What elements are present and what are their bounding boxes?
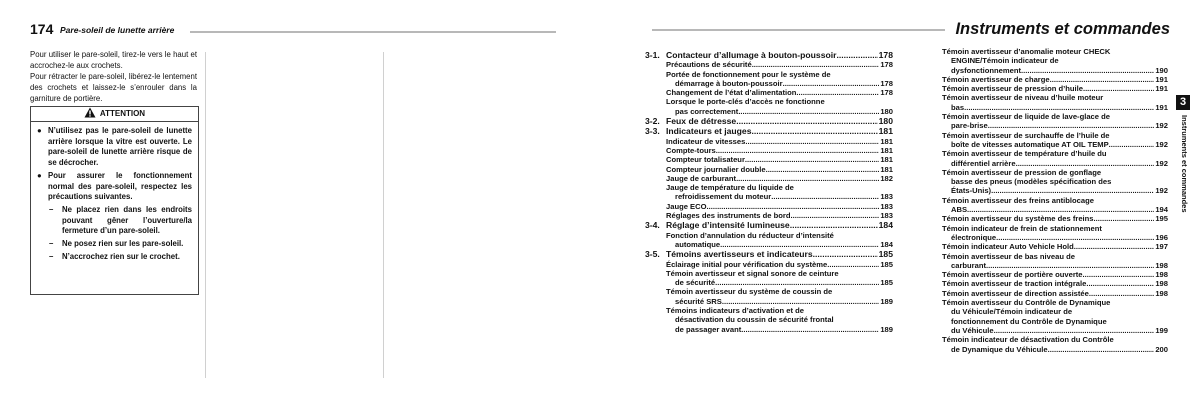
toc-section-entry[interactable] <box>645 220 893 231</box>
toc-entry-text: Témoins indicateurs d’activation et de <box>666 306 804 316</box>
toc-entry-line <box>942 233 1168 242</box>
toc-entry-line <box>942 326 1168 335</box>
toc-dot-leader <box>1109 140 1155 149</box>
toc-entry-line <box>666 155 893 164</box>
toc-page-number: 183 <box>880 201 893 211</box>
toc-entry-text: Indicateurs et jauges <box>666 126 752 137</box>
toc-entry[interactable] <box>942 242 1168 251</box>
toc-page-number: 180 <box>880 106 893 116</box>
toc-entry[interactable] <box>942 84 1168 93</box>
toc-dot-leader <box>736 174 879 183</box>
toc-entry-line <box>666 60 893 69</box>
toc-entry-line <box>666 165 893 174</box>
toc-entry-text: basse des pneus (modèles spécification des <box>951 177 1112 187</box>
attention-header <box>31 107 198 122</box>
toc-entry-text: Témoin avertisseur de pression de gonflage <box>942 167 1102 177</box>
toc-entry-line <box>942 75 1168 84</box>
toc-entry-line <box>666 107 893 116</box>
toc-entry-text: Portée de fonctionnement pour le système de <box>666 69 831 79</box>
toc-entry-text: Témoin avertisseur de bas niveau de <box>942 251 1075 261</box>
toc-entry-text: Témoin indicateur de désactivation du Contrôle <box>942 335 1114 345</box>
toc-dot-leader <box>1048 345 1155 354</box>
toc-entry[interactable] <box>666 97 893 116</box>
dash-text: Ne placez rien dans les endroits pouvant gêner l’ouverture/la fermeture d’un pare-soleil. <box>62 204 192 236</box>
toc-entry-line <box>942 159 1168 168</box>
toc-page-number: 200 <box>1155 344 1168 354</box>
toc-entry-text: Jauge de carburant <box>666 173 737 183</box>
toc-page-number: 194 <box>1155 205 1168 215</box>
toc-dot-leader <box>766 165 880 174</box>
toc-dot-leader <box>827 260 879 269</box>
toc-page-number: 183 <box>880 192 893 202</box>
toc-dot-leader <box>752 126 878 136</box>
toc-entry-line <box>942 279 1168 288</box>
toc-dot-leader <box>836 50 877 60</box>
toc-entry-text: automatique <box>675 239 721 249</box>
toc-entry[interactable] <box>666 60 893 69</box>
toc-entry-text: Fonction d’annulation du réducteur d’intensité <box>666 230 834 240</box>
toc-page-number: 178 <box>878 50 893 60</box>
toc-page-number: 196 <box>1155 232 1168 242</box>
toc-entry-text: dysfonctionnement <box>951 65 1022 75</box>
toc-entry-line <box>942 261 1168 270</box>
toc-entry-line <box>942 214 1168 223</box>
toc-entry-text: Témoin avertisseur d’anomalie moteur CHECK <box>942 47 1111 56</box>
toc-entry[interactable] <box>666 202 893 211</box>
toc-page-number: 185 <box>880 278 893 288</box>
toc-entry-text: Changement de l’état d’alimentation <box>666 88 797 98</box>
toc-entry-text: Témoin avertisseur de température d’huile du <box>942 149 1107 159</box>
toc-dot-leader <box>1074 242 1155 251</box>
toc-entry-line <box>666 220 893 230</box>
toc-page-number: 189 <box>880 296 893 306</box>
toc-section-number: 3-4. <box>645 220 660 231</box>
column-divider <box>383 52 384 378</box>
toc-page-number: 192 <box>1155 121 1168 131</box>
toc-dot-leader <box>967 205 1154 214</box>
toc-dot-leader <box>715 278 879 287</box>
toc-page-number: 183 <box>880 211 893 221</box>
toc-entry-line <box>666 269 893 278</box>
toc-entry-line <box>942 103 1168 112</box>
toc-dot-leader <box>1094 214 1155 223</box>
toc-entry-text: Compteur journalier double <box>666 164 766 174</box>
toc-entry[interactable] <box>666 70 893 89</box>
bullet-icon: ● <box>37 126 42 135</box>
toc-entry[interactable] <box>666 183 893 202</box>
toc-entry-line <box>666 325 893 334</box>
toc-page-number: 184 <box>878 220 893 231</box>
toc-entry-text: ABS <box>951 205 968 215</box>
toc-page-number: 198 <box>1155 288 1168 298</box>
toc-dot-leader <box>994 326 1155 335</box>
toc-entry-line <box>666 137 893 146</box>
dash-icon: – <box>49 239 54 249</box>
toc-entry-text: carburant <box>951 260 987 270</box>
attention-box <box>30 106 199 295</box>
toc-dot-leader <box>1083 270 1155 279</box>
toc-entry-text: Témoin avertisseur du système de coussin de <box>666 287 833 297</box>
warning-triangle-icon <box>84 107 96 118</box>
toc-entry-text: Témoin avertisseur de niveau d’huile moteur <box>942 93 1104 103</box>
toc-dot-leader <box>986 261 1154 270</box>
toc-entry-text: bas <box>951 102 965 112</box>
toc-entry-text: Témoin indicateur de frein de stationnement <box>942 223 1102 233</box>
toc-entry-line <box>942 168 1168 177</box>
toc-entry-line <box>666 287 893 296</box>
right-page-header <box>652 18 1170 42</box>
toc-dot-leader <box>991 186 1154 195</box>
toc-dot-leader <box>1086 279 1154 288</box>
toc-entry-line <box>942 112 1168 121</box>
toc-entry-line <box>666 240 893 249</box>
dash-icon: – <box>49 251 54 261</box>
toc-page-number: 181 <box>880 145 893 155</box>
toc-entry[interactable] <box>942 335 1168 354</box>
toc-entry-line <box>942 289 1168 298</box>
toc-entry[interactable] <box>942 279 1168 288</box>
toc-entry-text: de passager avant <box>675 324 742 334</box>
toc-entry-line <box>666 315 893 324</box>
toc-section-entry[interactable] <box>645 116 893 127</box>
intro-paragraph: Pour utiliser le pare-soleil, tirez-le vers le haut et accrochez-le aux crochets. <box>30 50 197 70</box>
toc-page-number: 191 <box>1155 74 1168 84</box>
toc-entry[interactable] <box>942 131 1168 150</box>
toc-entry-text: Jauge de température du liquide de <box>666 183 794 193</box>
toc-entry-text: Témoin avertisseur des freins antiblocage <box>942 195 1094 205</box>
toc-entry-text: Compte-tours <box>666 145 716 155</box>
toc-entry-text: boîte de vitesses automatique AT OIL TEMP <box>951 139 1109 149</box>
toc-entry-text: Témoin avertisseur et signal sonore de ceinture <box>666 268 839 278</box>
toc-page-number: 185 <box>880 259 893 269</box>
page-number: 174 <box>30 21 54 37</box>
toc-dot-leader <box>1083 84 1154 93</box>
toc-dot-leader <box>1089 289 1154 298</box>
toc-entry[interactable] <box>942 252 1168 271</box>
toc-section-number: 3-3. <box>645 126 660 137</box>
toc-dot-leader <box>790 220 878 230</box>
toc-entry-line <box>666 79 893 88</box>
toc-entry[interactable] <box>666 269 893 288</box>
toc-dot-leader <box>738 107 879 116</box>
toc-entry-text: Éclairage initial pour vérification du système <box>666 259 828 269</box>
dash-icon: – <box>49 204 54 214</box>
dash-text: Ne posez rien sur les pare-soleil. <box>62 239 184 249</box>
toc-entry[interactable] <box>942 149 1168 168</box>
intro-text <box>30 50 197 105</box>
toc-entry-text: Témoins avertisseurs et indicateurs <box>666 249 813 260</box>
attention-bullet <box>37 126 192 169</box>
toc-entry[interactable] <box>666 155 893 164</box>
toc-entry-line <box>942 149 1168 158</box>
bullet-text: N’utilisez pas le pare-soleil de lunette arrière lorsque la vitre est ouverte. Le pare-soleil de lunette arrière risque de se décrocher. <box>48 126 192 168</box>
toc-entry-line <box>942 140 1168 149</box>
toc-page-number: 190 <box>1155 65 1168 75</box>
toc-entry-text: de Dynamique du Véhicule <box>951 344 1048 354</box>
toc-entry-line <box>666 174 893 183</box>
toc-dot-leader <box>964 103 1154 112</box>
toc-dot-leader <box>790 211 879 220</box>
toc-entry-text: Témoin avertisseur de pression d’huile <box>942 84 1083 94</box>
toc-dot-leader <box>996 233 1154 242</box>
toc-dot-leader <box>745 137 879 146</box>
toc-entry-text: sécurité SRS <box>675 296 722 306</box>
toc-section-number: 3-2. <box>645 116 660 127</box>
toc-entry[interactable] <box>942 75 1168 84</box>
toc-entry-text: Réglages des instruments de bord <box>666 211 791 221</box>
toc-entry-line <box>942 317 1168 326</box>
toc-entry[interactable] <box>942 224 1168 243</box>
toc-entry-text: Précautions de sécurité <box>666 60 752 70</box>
toc-entry[interactable] <box>666 287 893 306</box>
toc-entry-line <box>666 249 893 259</box>
toc-entry-text: pas correctement <box>675 106 739 116</box>
toc-entry-line <box>666 202 893 211</box>
toc-page-number: 178 <box>880 60 893 70</box>
toc-entry-line <box>666 146 893 155</box>
toc-entry-line <box>942 224 1168 233</box>
toc-entry-line <box>942 242 1168 251</box>
toc-entry-line <box>942 66 1168 75</box>
toc-entry[interactable] <box>666 137 893 146</box>
toc-entry-line <box>942 121 1168 130</box>
toc-page-number: 191 <box>1155 102 1168 112</box>
toc-page-number: 198 <box>1155 270 1168 280</box>
toc-entry-line <box>666 278 893 287</box>
toc-page-number: 199 <box>1155 325 1168 335</box>
toc-entry-line <box>942 345 1168 354</box>
toc-entry[interactable] <box>942 93 1168 112</box>
toc-entry-text: fonctionnement du Contrôle de Dynamique <box>951 316 1107 326</box>
left-page-header <box>30 22 556 38</box>
page-section-title: Pare-soleil de lunette arrière <box>60 25 175 35</box>
toc-dot-leader <box>720 240 879 249</box>
column-divider <box>205 52 206 378</box>
toc-page-number: 181 <box>880 155 893 165</box>
toc-entry[interactable] <box>942 112 1168 131</box>
chapter-side-label: Instruments et commandes <box>1180 115 1189 213</box>
attention-label: ATTENTION <box>99 109 146 118</box>
toc-entry-text: Témoin indicateur Auto Vehicle Hold <box>942 242 1074 252</box>
bullet-icon: ● <box>37 170 42 180</box>
toc-page-number: 184 <box>880 239 893 249</box>
toc-entry-line <box>666 116 893 126</box>
toc-entry[interactable] <box>942 168 1168 196</box>
attention-dash-item <box>37 239 192 250</box>
toc-entry-text: Contacteur d’allumage à bouton-poussoir <box>666 50 837 60</box>
toc-entry-line <box>666 260 893 269</box>
attention-body <box>31 122 198 262</box>
dash-text: N’accrochez rien sur le crochet. <box>62 251 180 261</box>
toc-dot-leader <box>741 325 879 334</box>
toc-entry-text: Témoin avertisseur de surchauffe de l’huile de <box>942 130 1110 140</box>
toc-entry[interactable] <box>942 214 1168 223</box>
toc-entry-text: de sécurité <box>675 278 716 288</box>
toc-entry[interactable] <box>666 174 893 183</box>
toc-entry-text: refroidissement du moteur <box>675 192 772 202</box>
toc-page-number: 182 <box>880 173 893 183</box>
toc-entry-line <box>942 307 1168 316</box>
toc-entry-text: Feux de détresse <box>666 116 737 127</box>
intro-paragraph: Pour rétracter le pare-soleil, libérez-le lentement des crochets et laissez-le s’enrouler dans la garniture de portière. <box>30 71 197 103</box>
toc-page-number: 180 <box>878 116 893 127</box>
toc-dot-leader <box>745 155 879 164</box>
toc-entry-line <box>942 196 1168 205</box>
toc-entry-text: différentiel arrière <box>951 158 1016 168</box>
toc-entry[interactable] <box>666 306 893 334</box>
toc-entry-text: Jauge ECO <box>666 201 707 211</box>
toc-entry-line <box>666 231 893 240</box>
toc-entry[interactable] <box>666 146 893 155</box>
toc-entry-text: désactivation du coussin de sécurité frontal <box>675 315 834 325</box>
toc-entry[interactable] <box>942 47 1168 75</box>
toc-page-number: 192 <box>1155 139 1168 149</box>
toc-section-entry[interactable] <box>645 50 893 60</box>
toc-entry-line <box>666 88 893 97</box>
toc-page-number: 191 <box>1155 84 1168 94</box>
toc-entry-text: Témoin avertisseur de charge <box>942 74 1050 84</box>
toc-entry-text: Réglage d’intensité lumineuse <box>666 220 790 231</box>
toc-dot-leader <box>796 88 879 97</box>
toc-dot-leader <box>988 121 1155 130</box>
toc-entry[interactable] <box>942 196 1168 215</box>
toc-entry-line <box>666 192 893 201</box>
toc-dot-leader <box>783 79 880 88</box>
toc-entry-text: Témoin avertisseur de portière ouverte <box>942 270 1083 280</box>
toc-entry-line <box>666 50 893 60</box>
toc-entry-line <box>666 211 893 220</box>
toc-dot-leader <box>716 146 880 155</box>
toc-section-number: 3-1. <box>645 50 660 60</box>
toc-dot-leader <box>707 202 880 211</box>
toc-entry-text: Témoin avertisseur du Contrôle de Dynamique <box>942 298 1111 308</box>
toc-section-number: 3-5. <box>645 249 660 260</box>
toc-entry[interactable] <box>942 289 1168 298</box>
toc-entry[interactable] <box>666 88 893 97</box>
toc-entry-text: pare-brise <box>951 121 988 131</box>
toc-page-number: 178 <box>880 88 893 98</box>
toc-entry-line <box>666 70 893 79</box>
toc-page-number: 198 <box>1155 260 1168 270</box>
toc-entry-line <box>666 306 893 315</box>
chapter-title: Instruments et commandes <box>945 18 1170 40</box>
toc-page-number: 181 <box>880 164 893 174</box>
toc-entry-line <box>942 93 1168 102</box>
toc-entry[interactable] <box>666 260 893 269</box>
toc-dot-leader <box>771 192 879 201</box>
toc-entry-line <box>942 131 1168 140</box>
toc-entry-text: Lorsque le porte-clés d’accès ne fonctionne <box>666 97 825 107</box>
toc-page-number: 181 <box>880 136 893 146</box>
toc-entry-text: électronique <box>951 232 997 242</box>
toc-entry-text: Témoin avertisseur de liquide de lave-glace de <box>942 112 1110 122</box>
toc-entry-line <box>666 183 893 192</box>
toc-page-number: 197 <box>1155 242 1168 252</box>
toc-column-2 <box>942 47 1168 354</box>
toc-dot-leader <box>1016 159 1155 168</box>
toc-page-number: 185 <box>878 249 893 260</box>
toc-entry-line <box>942 205 1168 214</box>
attention-dash-item <box>37 252 192 263</box>
toc-entry-text: Témoin avertisseur de direction assistée <box>942 288 1089 298</box>
toc-entry-text: Témoin avertisseur de traction intégrale <box>942 279 1087 289</box>
toc-entry-line <box>942 335 1168 344</box>
toc-section-entry[interactable] <box>645 249 893 260</box>
toc-entry-line <box>942 47 1168 56</box>
toc-entry-text: Indicateur de vitesses <box>666 136 746 146</box>
chapter-tab: 3 <box>1176 95 1190 110</box>
toc-entry-text: États-Unis) <box>951 186 992 196</box>
toc-page-number: 192 <box>1155 158 1168 168</box>
toc-entry-line <box>666 97 893 106</box>
toc-page-number: 198 <box>1155 279 1168 289</box>
toc-page-number: 181 <box>878 126 893 137</box>
toc-entry-text: Compteur totalisateur <box>666 155 745 165</box>
toc-dot-leader <box>1021 66 1154 75</box>
toc-entry[interactable] <box>942 298 1168 335</box>
toc-page-number: 178 <box>880 78 893 88</box>
toc-entry-text: Témoin avertisseur du système des freins <box>942 214 1094 224</box>
toc-column-1 <box>645 50 893 334</box>
toc-entry-line <box>942 56 1168 65</box>
toc-page-number: 195 <box>1155 214 1168 224</box>
toc-entry[interactable] <box>666 231 893 250</box>
toc-page-number: 192 <box>1155 186 1168 196</box>
toc-entry[interactable] <box>666 165 893 174</box>
toc-entry-line <box>942 298 1168 307</box>
toc-entry-line <box>942 177 1168 186</box>
toc-entry-text: du Véhicule/Témoin indicateur de <box>951 307 1073 317</box>
toc-entry-line <box>942 252 1168 261</box>
toc-dot-leader <box>752 60 880 69</box>
attention-dash-item <box>37 205 192 237</box>
toc-page-number: 189 <box>880 324 893 334</box>
toc-dot-leader <box>722 297 879 306</box>
toc-entry-text: ENGINE/Témoin indicateur de <box>951 56 1059 66</box>
toc-entry-line <box>666 297 893 306</box>
toc-dot-leader <box>736 116 877 126</box>
toc-entry[interactable] <box>666 211 893 220</box>
toc-dot-leader <box>813 249 878 259</box>
toc-entry-text: du Véhicule <box>951 325 994 335</box>
toc-entry-line <box>942 186 1168 195</box>
attention-bullet <box>37 171 192 203</box>
toc-entry[interactable] <box>942 270 1168 279</box>
toc-entry-text: démarrage à bouton-poussoir <box>675 78 783 88</box>
toc-entry-line <box>666 126 893 136</box>
toc-entry-line <box>942 270 1168 279</box>
bullet-text: Pour assurer le fonctionnement normal des pare-soleil, respectez les précautions suivantes. <box>48 170 192 202</box>
toc-entry-line <box>942 84 1168 93</box>
toc-section-entry[interactable] <box>645 126 893 137</box>
toc-dot-leader <box>1050 75 1155 84</box>
